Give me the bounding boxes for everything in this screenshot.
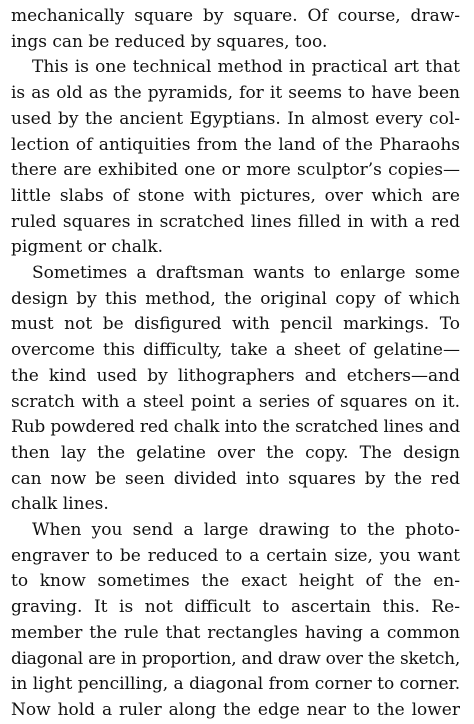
text-line: engraver to be reduced to a certain size, you want	[11, 545, 460, 566]
text-line: Sometimes a draftsman wants to enlarge some	[32, 263, 460, 284]
text-line: Now hold a ruler along the edge near to the lower	[11, 699, 460, 720]
text-line: design by this method, the original copy of which	[11, 288, 460, 309]
text-line: the kind used by lithographers and etchers—and	[11, 365, 460, 386]
book-page	[11, 4, 460, 724]
text-line: This is one technical method in practical art that	[32, 57, 460, 78]
text-line: member the rule that rectangles having a common	[11, 622, 460, 643]
text-line: used by the ancient Egyptians. In almost every col-	[11, 108, 460, 129]
text-line: must not be disfigured with pencil markings. To	[11, 314, 460, 335]
text-line: diagonal are in proportion, and draw over the sketch,	[11, 648, 460, 669]
text-line: is as old as the pyramids, for it seems to have been	[11, 83, 460, 104]
text-line: pigment or chalk.	[11, 237, 164, 258]
text-line: scratch with a steel point a series of squares on it.	[11, 391, 460, 412]
text-line: graving. It is not difficult to ascertain this. Re-	[11, 597, 460, 618]
paragraph	[11, 4, 460, 55]
text-line: When you send a large drawing to the photo-	[32, 520, 460, 541]
text-line: to know sometimes the exact height of the en-	[11, 571, 460, 592]
paragraph	[11, 261, 460, 518]
text-line: chalk lines.	[11, 494, 109, 515]
text-line: then lay the gelatine over the copy. The design	[11, 442, 460, 463]
paragraph	[11, 55, 460, 261]
text-line: mechanically square by square. Of course, draw-	[11, 6, 460, 26]
text-line: lection of antiquities from the land of the Pharaohs	[11, 134, 460, 155]
paragraph	[11, 518, 460, 724]
text-line: there are exhibited one or more sculptor’s copies—	[11, 160, 460, 181]
text-line: can now be seen divided into squares by the red	[11, 468, 460, 489]
text-line: little slabs of stone with pictures, over which are	[11, 185, 460, 206]
text-line: Rub powdered red chalk into the scratched lines and	[11, 417, 460, 438]
text-line: overcome this difficulty, take a sheet of gelatine—	[11, 340, 460, 361]
text-line: in light pencilling, a diagonal from corner to corner.	[11, 674, 461, 695]
text-line: ruled squares in scratched lines filled in with a red	[11, 211, 460, 232]
text-line: ings can be reduced by squares, too.	[11, 31, 328, 52]
